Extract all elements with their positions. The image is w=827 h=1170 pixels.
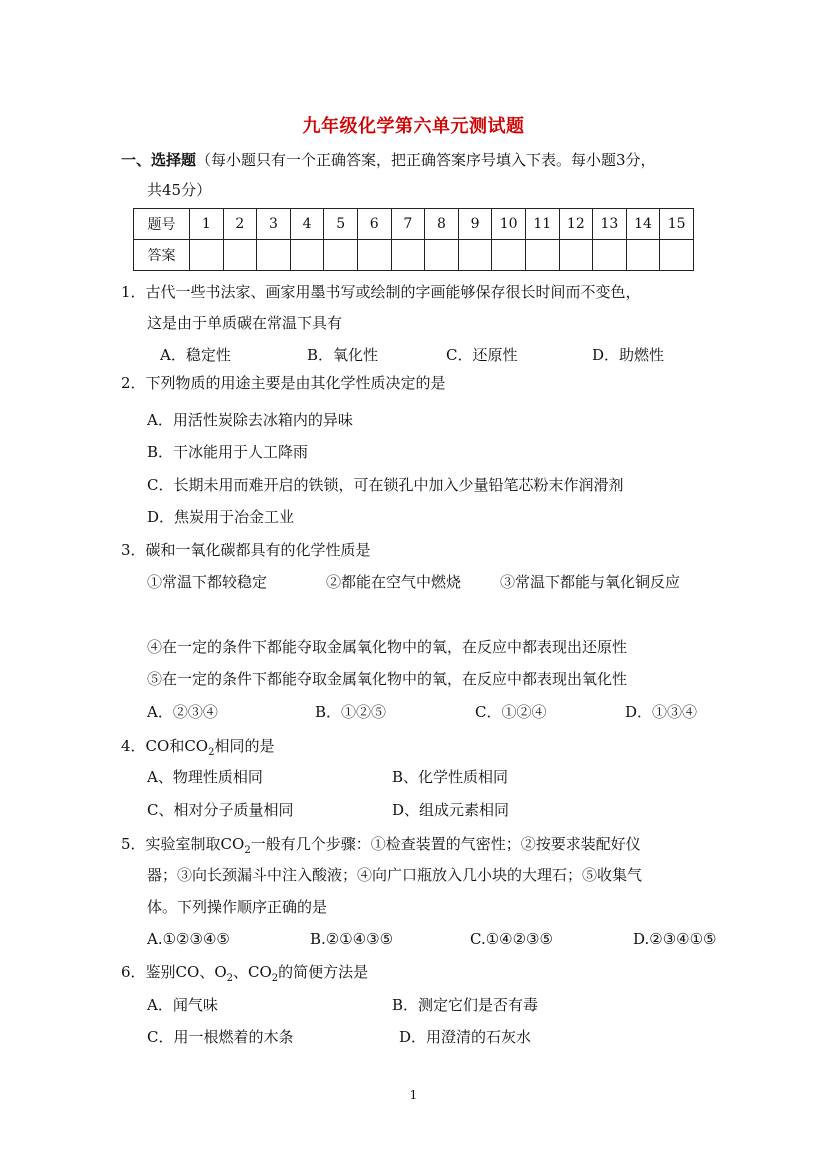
q6-stem xyxy=(121,962,368,989)
q1-option-b: B．氧化性 xyxy=(307,346,379,364)
question-number-cell: 2 xyxy=(223,209,257,240)
answer-cell[interactable] xyxy=(290,240,324,271)
q4-co2: CO xyxy=(184,737,209,755)
q4-option-a: A、物理性质相同 xyxy=(147,768,263,786)
table-row xyxy=(134,209,694,240)
q2-stem: 2．下列物质的用途主要是由其化学性质决定的是 xyxy=(121,374,446,392)
answer-table xyxy=(133,208,694,271)
q5-option-b: B.②①④③⑤ xyxy=(310,930,394,948)
answer-cell[interactable] xyxy=(525,240,559,271)
row-label-number: 题号 xyxy=(134,209,190,240)
section-line xyxy=(121,150,656,170)
q1-option-d: D．助燃性 xyxy=(592,346,665,364)
q5-co2: CO xyxy=(220,835,245,853)
answer-cell[interactable] xyxy=(425,240,459,271)
q6-pre: 6．鉴别 xyxy=(121,963,176,981)
answer-cell[interactable] xyxy=(660,240,694,271)
question-number-cell: 1 xyxy=(190,209,224,240)
q2-option-a: A．用活性炭除去冰箱内的异味 xyxy=(147,411,353,429)
question-number-cell: 13 xyxy=(593,209,627,240)
row-label-answer: 答案 xyxy=(134,240,190,271)
q6-post: 的简便方法是 xyxy=(278,963,369,981)
question-number-cell: 15 xyxy=(660,209,694,240)
answer-cell[interactable] xyxy=(492,240,526,271)
q2-option-b: B．干冰能用于人工降雨 xyxy=(147,443,309,461)
q4-stem xyxy=(121,736,275,763)
q2-option-c: C．长期未用而难开启的铁锁，可在锁孔中加入少量铅笔芯粉末作润滑剂 xyxy=(147,476,624,494)
q1-stem-line2: 这是由于单质碳在常温下具有 xyxy=(147,314,343,332)
answer-cell[interactable] xyxy=(257,240,291,271)
section-instruction-cont: 共45分） xyxy=(147,181,212,199)
q1-option-a: A．稳定性 xyxy=(160,346,231,364)
q6-co-o2: CO、O xyxy=(175,963,227,981)
q3-option-b: B．①②⑤ xyxy=(315,703,387,721)
q3-option-c: C．①②④ xyxy=(475,703,547,721)
q3-statement-1: ①常温下都较稳定 xyxy=(147,573,268,591)
q1-stem-line1: 1．古代一些书法家、画家用墨书写或绘制的字画能够保存很长时间而不变色， xyxy=(121,283,641,301)
q4-co: CO和 xyxy=(145,737,185,755)
q6-option-d: D．用澄清的石灰水 xyxy=(399,1028,532,1046)
q6-option-b: B．测定它们是否有毒 xyxy=(392,996,539,1014)
question-number-cell: 4 xyxy=(290,209,324,240)
q4-rest: 相同的是 xyxy=(214,737,275,755)
q5-option-d: D.②③④①⑤ xyxy=(633,930,717,948)
q6-o2-subscript: 2 xyxy=(226,973,233,984)
q3-statement-2: ②都能在空气中燃烧 xyxy=(326,573,462,591)
q4-option-b: B、化学性质相同 xyxy=(392,768,509,786)
q5-pre: 5．实验室制取 xyxy=(121,835,221,853)
q5-stem-line1 xyxy=(121,834,641,861)
q3-statement-3: ③常温下都能与氧化铜反应 xyxy=(500,573,681,591)
question-number-cell: 12 xyxy=(559,209,593,240)
answer-cell[interactable] xyxy=(357,240,391,271)
q4-number: 4． xyxy=(121,737,146,755)
answer-cell[interactable] xyxy=(458,240,492,271)
section-heading: 一、选择题 xyxy=(121,151,197,169)
section-instruction: （每小题只有一个正确答案，把正确答案序号填入下表。每小题3分， xyxy=(196,151,656,169)
question-number-cell: 10 xyxy=(492,209,526,240)
q6-option-a: A．闻气味 xyxy=(147,996,218,1014)
question-number-cell: 3 xyxy=(257,209,291,240)
question-number-cell: 11 xyxy=(525,209,559,240)
question-number-cell: 5 xyxy=(324,209,358,240)
q6-option-c: C．用一根燃着的木条 xyxy=(147,1028,294,1046)
q3-statement-5: ⑤在一定的条件下都能夺取金属氧化物中的氧，在反应中都表现出氧化性 xyxy=(147,670,628,688)
q2-option-d: D．焦炭用于冶金工业 xyxy=(147,508,295,526)
page-number: 1 xyxy=(409,1088,418,1102)
q5-co2-subscript: 2 xyxy=(244,845,251,856)
q3-option-a: A．②③④ xyxy=(147,703,218,721)
page-title: 九年级化学第六单元测试题 xyxy=(302,116,525,137)
q5-stem-line3: 体。下列操作顺序正确的是 xyxy=(147,898,328,916)
q1-option-c: C．还原性 xyxy=(446,346,518,364)
question-number-cell: 6 xyxy=(357,209,391,240)
q3-statement-4: ④在一定的条件下都能夺取金属氧化物中的氧，在反应中都表现出还原性 xyxy=(147,638,628,656)
q5-option-c: C.①④②③⑤ xyxy=(470,930,553,948)
answer-cell[interactable] xyxy=(190,240,224,271)
question-number-cell: 9 xyxy=(458,209,492,240)
q4-co2-subscript: 2 xyxy=(208,747,215,758)
question-number-cell: 8 xyxy=(425,209,459,240)
q6-co2: 、CO xyxy=(233,963,272,981)
q4-option-c: C、相对分子质量相同 xyxy=(147,801,294,819)
answer-cell[interactable] xyxy=(559,240,593,271)
q3-option-d: D．①③④ xyxy=(625,703,698,721)
q4-option-d: D、组成元素相同 xyxy=(392,801,510,819)
question-number-cell: 7 xyxy=(391,209,425,240)
answer-cell[interactable] xyxy=(324,240,358,271)
answer-cell[interactable] xyxy=(391,240,425,271)
q6-co2-subscript: 2 xyxy=(271,973,279,984)
answer-cell[interactable] xyxy=(223,240,257,271)
q3-stem: 3．碳和一氧化碳都具有的化学性质是 xyxy=(121,541,371,559)
q5-post: 一般有几个步骤：①检查装置的气密性；②按要求装配好仪 xyxy=(250,835,641,853)
q5-stem-line2: 器；③向长颈漏斗中注入酸液；④向广口瓶放入几小块的大理石；⑤收集气 xyxy=(147,866,643,884)
table-row xyxy=(134,240,694,271)
answer-cell[interactable] xyxy=(593,240,627,271)
answer-cell[interactable] xyxy=(626,240,660,271)
question-number-cell: 14 xyxy=(626,209,660,240)
q5-option-a: A.①②③④⑤ xyxy=(147,930,230,948)
